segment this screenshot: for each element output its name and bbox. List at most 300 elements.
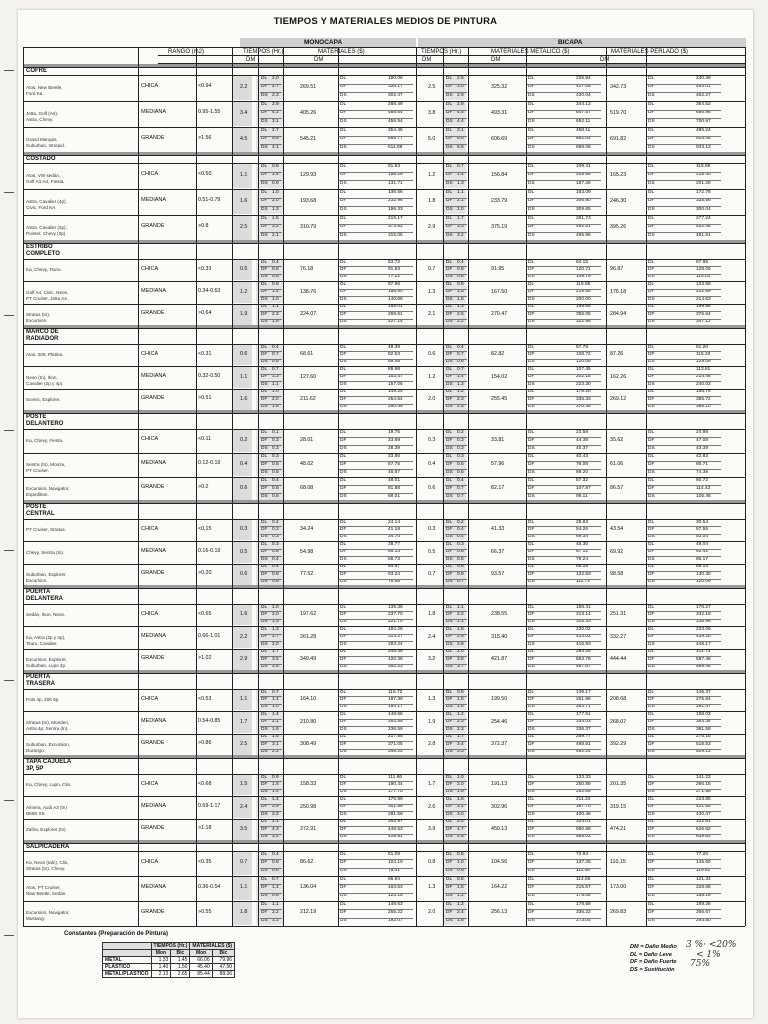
monocapa-mat-value: 184.26 [388, 626, 403, 632]
bicapa-time-code: DS [446, 868, 453, 874]
monocapa-time-code: DL [261, 75, 268, 81]
monocapa-mat-code: DS [340, 381, 347, 387]
monocapa-time-code: DF [261, 909, 268, 915]
monocapa-time-code: DS [261, 704, 268, 710]
bicapa-time-value: 1.5 [457, 704, 464, 710]
bicapa-per-value: 293.50 [696, 918, 711, 924]
page-title: TIEMPOS Y MATERIALES MEDIOS DE PINTURA [273, 16, 498, 27]
bicapa-perlado-total: 246.30 [610, 197, 627, 204]
bicapa-met-code: DF [528, 526, 535, 532]
monocapa-time-code: DS [261, 180, 268, 186]
sub-rule [260, 704, 282, 705]
monocapa-total: 158.33 [300, 781, 317, 788]
bicapa-per-code: DF [648, 634, 655, 640]
bicapa-time-code: DS [446, 789, 453, 795]
bicapa-met-value: 211.34 [576, 796, 591, 802]
bicapa-metalico-total: 450.13 [491, 826, 508, 833]
sub-rule [338, 579, 413, 580]
sub-rule [260, 579, 282, 580]
sub-rule [338, 909, 413, 910]
monocapa-time-code: DF [261, 485, 268, 491]
bicapa-per-value: 214.48 [696, 374, 711, 380]
bicapa-met-code: DF [528, 266, 535, 272]
bicapa-time-code: DF [446, 826, 453, 832]
bicapa-met-value: 370.35 [576, 404, 591, 410]
sub-rule [338, 918, 413, 919]
bicapa-met-value: 69.34 [576, 534, 589, 540]
bicapa-time-code: DS [446, 493, 453, 499]
monocapa-mat-value: 148.66 [388, 711, 403, 717]
bicapa-per-value: 92.42 [696, 549, 709, 555]
bicapa-met-code: DS [528, 834, 535, 840]
sub-rule [260, 110, 282, 111]
bicapa-per-value: 121.34 [696, 876, 711, 882]
section-name: COFRE [26, 68, 47, 74]
bicapa-time-code: DF [446, 289, 453, 295]
car-models: Astra, Cavalier (4p), Civic, Ford KA. [26, 198, 67, 210]
monocapa-time-value: 1.0 [272, 389, 279, 395]
monocapa-time-code: DS [261, 664, 268, 670]
monocapa-mat-code: DF [340, 289, 347, 295]
monocapa-time-code: DL [261, 477, 268, 483]
monocapa-header: MONOCAPA [304, 39, 343, 46]
monocapa-mat-code: DS [340, 868, 347, 874]
bicapa-dm-time: 2.6 [428, 803, 436, 810]
bicapa-metalico-total: 156.84 [491, 171, 508, 178]
monocapa-time-value: 2.9 [272, 101, 279, 107]
bicapa-met-code: DL [528, 604, 535, 610]
bicapa-time-value: 2.2 [457, 611, 464, 617]
sub-rule [646, 868, 721, 869]
sub-rule [338, 351, 413, 352]
bicapa-met-value: 492.24 [576, 749, 591, 755]
dm-header: DM [491, 57, 501, 63]
bicapa-dm-time: 1.3 [428, 288, 436, 295]
size-class: MEDIANA [141, 548, 167, 555]
bicapa-time-value: 2.5 [457, 311, 464, 317]
bicapa-per-value: 145.60 [696, 859, 711, 865]
dm-header: DM [246, 57, 256, 63]
bicapa-time-code: DL [446, 604, 453, 610]
sub-rule [338, 92, 413, 93]
car-models: Suburban, Explorer Excursion. [26, 571, 66, 583]
bicapa-metalico-total: 66.37 [491, 548, 505, 555]
monocapa-time-value: 0.4 [272, 344, 279, 350]
bicapa-met-code: DS [528, 92, 535, 98]
monocapa-mat-code: DF [340, 826, 347, 832]
bicapa-met-code: DF [528, 549, 535, 555]
bicapa-met-value: 219.88 [576, 289, 591, 295]
size-class: GRANDE [141, 655, 165, 662]
bicapa-time-value: 4.5 [457, 834, 464, 840]
monocapa-mat-value: 28.39 [388, 445, 401, 451]
bicapa-time-code: DL [446, 127, 453, 133]
monocapa-time-value: 0.7 [272, 876, 279, 882]
bicapa-per-value: 240.39 [696, 75, 711, 81]
car-models: Atos, New Beetle, Ford Ka. [26, 84, 63, 96]
bicapa-time-code: DF [446, 198, 453, 204]
monocapa-mat-code: DL [340, 189, 347, 195]
bicapa-met-code: DF [528, 224, 535, 230]
row-rule [23, 344, 745, 345]
size-class: CHICA [141, 610, 159, 617]
sub-rule [260, 118, 282, 119]
sub-rule [526, 445, 601, 446]
sub-rule [260, 909, 282, 910]
bicapa-time-code: DF [446, 781, 453, 787]
sub-rule [338, 274, 413, 275]
bicapa-per-value: 376.64 [696, 311, 711, 317]
area-range: >0.51 [198, 395, 212, 402]
bicapa-perlado-total: 176.18 [610, 288, 627, 295]
bicapa-met-code: DL [528, 851, 535, 857]
bicapa-per-code: DF [648, 224, 655, 230]
sub-rule [260, 656, 282, 657]
sub-rule [260, 311, 282, 312]
monocapa-time-value: 2.0 [272, 198, 279, 204]
monocapa-time-code: DF [261, 571, 268, 577]
bicapa-met-value: 177.51 [576, 711, 591, 717]
sub-rule [445, 359, 467, 360]
bicapa-per-code: DL [648, 75, 655, 81]
sub-rule [646, 781, 721, 782]
sub-rule [338, 359, 413, 360]
bicapa-per-code: DS [648, 704, 655, 710]
bicapa-time-code: DS [446, 534, 453, 540]
monocapa-dm-time: 2.9 [240, 656, 248, 663]
sub-rule [526, 619, 601, 620]
car-models: Excursion, Navigator, Mustang. [26, 910, 70, 922]
tiempos-header: TIEMPOS (Hr.) [243, 49, 284, 55]
monocapa-mat-value: 176.99 [388, 796, 403, 802]
legend-item: DF = Daño Fuerte [630, 959, 677, 965]
bicapa-per-value: 356.67 [696, 909, 711, 915]
bicapa-time-code: DL [446, 304, 453, 310]
sub-rule [260, 437, 282, 438]
monocapa-mat-code: DL [340, 366, 347, 372]
monocapa-time-value: 2.9 [272, 804, 279, 810]
monocapa-mat-value: 131.71 [388, 180, 403, 186]
monocapa-mat-value: 184.17 [388, 704, 403, 710]
bicapa-met-code: DL [528, 711, 535, 717]
bicapa-met-code: DS [528, 534, 535, 540]
section-top-rule [23, 155, 745, 156]
column-rule [606, 47, 607, 926]
monocapa-total: 224.07 [300, 311, 317, 318]
monocapa-time-value: 2.0 [272, 611, 279, 617]
bicapa-time-value: 1.1 [457, 189, 464, 195]
bicapa-perlado-total: 162.26 [610, 373, 627, 380]
bicapa-met-value: 122.83 [576, 571, 591, 577]
bicapa-met-value: 306.90 [576, 198, 591, 204]
area-range: >0.64 [198, 310, 212, 317]
sub-rule [445, 92, 467, 93]
bicapa-per-code: DS [648, 404, 655, 410]
sub-rule [338, 381, 413, 382]
bicapa-met-code: DS [528, 893, 535, 899]
bicapa-met-value: 344.13 [576, 101, 591, 107]
bicapa-dm-time: 2.5 [428, 83, 436, 90]
monocapa-time-code: DL [261, 901, 268, 907]
sub-rule [445, 404, 467, 405]
constants-row-label: METAL [103, 957, 152, 964]
bicapa-time-value: 4.7 [457, 826, 464, 832]
bicapa-per-code: DF [648, 266, 655, 272]
sub-rule [338, 404, 413, 405]
bicapa-per-code: DS [648, 493, 655, 499]
sub-rule [646, 224, 721, 225]
sub-rule [445, 180, 467, 181]
monocapa-total: 138.76 [300, 288, 317, 295]
bicapa-met-value: 107.87 [576, 485, 591, 491]
bicapa-perlado-total: 392.29 [610, 741, 627, 748]
sub-rule [646, 741, 721, 742]
sub-rule [338, 469, 413, 470]
sub-rule [646, 110, 721, 111]
bicapa-time-value: 3.1 [457, 804, 464, 810]
size-class: GRANDE [141, 740, 165, 747]
car-models: Atos, PT Cruiser, New Beetle, Sedán. [26, 885, 67, 897]
bicapa-time-value: 1.3 [457, 180, 464, 186]
sub-rule [526, 232, 601, 233]
monocapa-time-code: DF [261, 859, 268, 865]
bicapa-dm-time: 1.8 [428, 197, 436, 204]
bicapa-per-value: 626.82 [696, 826, 711, 832]
sub-rule [526, 493, 601, 494]
constants-table [102, 942, 235, 978]
bicapa-per-code: DF [648, 461, 655, 467]
bicapa-metalico-total: 302.96 [491, 803, 508, 810]
bicapa-per-value: 60.72 [696, 477, 709, 483]
sub-rule [260, 404, 282, 405]
monocapa-time-code: DL [261, 851, 268, 857]
constants-value: 85.44 [190, 971, 212, 978]
constants-value: 79.96 [212, 957, 234, 964]
bicapa-time-value: 0.5 [457, 851, 464, 857]
bicapa-per-value: 271.58 [696, 789, 711, 795]
sub-rule [445, 445, 467, 446]
monocapa-total: 250.98 [300, 803, 317, 810]
column-rule [338, 47, 339, 926]
monocapa-mat-code: DF [340, 909, 347, 915]
monocapa-time-code: DF [261, 549, 268, 555]
bicapa-per-code: DL [648, 366, 655, 372]
monocapa-total: 193.68 [300, 197, 317, 204]
bicapa-perlado-total: 110.15 [610, 859, 626, 866]
monocapa-mat-value: 48.39 [388, 344, 401, 350]
bicapa-met-code: DL [528, 734, 535, 740]
sub-rule [260, 918, 282, 919]
bicapa-perlado-total: 201.35 [610, 781, 627, 788]
sub-rule [260, 726, 282, 727]
monocapa-mat-value: 420.36 [388, 656, 403, 662]
monocapa-time-value: 1.0 [272, 704, 279, 710]
sub-rule [445, 549, 467, 550]
bicapa-met-value: 40.43 [576, 453, 589, 459]
bicapa-met-value: 205.88 [576, 172, 591, 178]
bicapa-per-value: 67.95 [696, 259, 709, 265]
sub-rule [646, 534, 721, 535]
bicapa-per-code: DS [648, 664, 655, 670]
bicapa-perlado-total: 269.12 [610, 396, 627, 403]
bicapa-met-value: 400.48 [576, 811, 591, 817]
monocapa-time-code: DF [261, 719, 268, 725]
sub-rule [526, 84, 601, 85]
bicapa-metalico-total: 191.13 [491, 781, 508, 788]
monocapa-dm-time: 3.5 [240, 826, 248, 833]
sub-rule [260, 619, 282, 620]
bicapa-per-value: 199.86 [696, 304, 711, 310]
monocapa-mat-code: DS [340, 232, 347, 238]
sub-rule [260, 789, 282, 790]
bicapa-met-value: 355.05 [576, 311, 591, 317]
sub-rule [646, 884, 721, 885]
bicapa-per-code: DL [648, 477, 655, 483]
sub-rule [526, 556, 601, 557]
monocapa-time-code: DL [261, 626, 268, 632]
constants-value: 1.40 [151, 964, 171, 971]
constants-value: 2.65 [171, 971, 190, 978]
monocapa-mat-code: DS [340, 359, 347, 365]
car-models: Almera, Audi A3 (tn) BMW X5. [26, 804, 67, 816]
monocapa-dm-time: 2.5 [240, 741, 248, 748]
monocapa-time-value: 4.3 [272, 826, 279, 832]
bicapa-dm-time: 1.3 [428, 884, 436, 891]
monocapa-mat-value: 253.55 [388, 719, 403, 725]
sub-rule [526, 893, 601, 894]
sub-rule [445, 396, 467, 397]
sub-rule [526, 172, 601, 173]
bicapa-per-code: DL [648, 127, 655, 133]
monocapa-time-value: 0.4 [272, 259, 279, 265]
bicapa-met-value: 108.72 [576, 351, 591, 357]
monocapa-time-code: DF [261, 84, 268, 90]
monocapa-dm-time: 0.7 [240, 859, 248, 866]
dm-header: DM [314, 57, 324, 63]
sub-rule [260, 84, 282, 85]
bicapa-time-value: 3.0 [457, 84, 464, 90]
monocapa-dm-time: 1.5 [240, 781, 248, 788]
monocapa-total: 210.80 [300, 718, 317, 725]
sub-rule [445, 110, 467, 111]
bicapa-dm-time: 0.5 [428, 548, 436, 555]
area-range: 0.66-1.01 [198, 633, 221, 640]
sub-rule [338, 206, 413, 207]
monocapa-mat-code: DS [340, 319, 347, 325]
bicapa-time-code: DL [446, 851, 453, 857]
sub-rule [526, 781, 601, 782]
bicapa-met-value: 862.04 [576, 136, 591, 142]
bicapa-met-code: DS [528, 381, 535, 387]
section-name: COSTADO [26, 156, 56, 162]
monocapa-mat-value: 237.70 [388, 611, 403, 617]
bicapa-met-value: 294.29 [576, 649, 591, 655]
sub-rule [646, 359, 721, 360]
size-class: GRANDE [141, 570, 165, 577]
sub-rule [260, 571, 282, 572]
monocapa-mat-value: 57.75 [388, 461, 401, 467]
bicapa-met-value: 109.41 [576, 163, 591, 169]
monocapa-time-value: 0.6 [272, 549, 279, 555]
bicapa-time-code: DL [446, 453, 453, 459]
monocapa-mat-value: 78.58 [388, 579, 401, 585]
monocapa-mat-code: DL [340, 281, 347, 287]
bicapa-met-code: DL [528, 389, 535, 395]
monocapa-mat-code: DF [340, 485, 347, 491]
section-top-rule [23, 503, 745, 504]
bicapa-dm-time: 1.2 [428, 373, 436, 380]
bicapa-dm-time: 0.3 [428, 526, 436, 533]
size-class: GRANDE [141, 222, 165, 229]
bicapa-met-code: DL [528, 429, 535, 435]
monocapa-time-code: DS [261, 144, 268, 150]
bicapa-met-code: DF [528, 884, 535, 890]
sub-rule [260, 289, 282, 290]
bicapa-per-value: 118.01 [696, 274, 711, 280]
sub-rule [260, 461, 282, 462]
car-models: PT Cruiser, Stratus. [26, 527, 66, 533]
bicapa-per-value: 311.73 [696, 649, 711, 655]
monocapa-mat-value: 77.22 [388, 274, 401, 280]
monocapa-mat-value: 53.72 [388, 259, 401, 265]
sub-rule [526, 319, 601, 320]
monocapa-time-code: DL [261, 796, 268, 802]
bicapa-per-value: 275.84 [696, 696, 711, 702]
monocapa-dm-time: 1.7 [240, 718, 248, 725]
bicapa-per-value: 686.98 [696, 110, 711, 116]
monocapa-mat-code: DS [340, 664, 347, 670]
bicapa-dm-time: 0.6 [428, 351, 436, 358]
sub-rule [338, 526, 413, 527]
monocapa-mat-value: 197.39 [388, 696, 403, 702]
sub-rule [646, 909, 721, 910]
bicapa-per-code: DF [648, 374, 655, 380]
binder-mark [4, 680, 14, 681]
monocapa-mat-code: DF [340, 571, 347, 577]
bicapa-per-value: 361.58 [696, 726, 711, 732]
bicapa-met-value: 492.51 [576, 224, 591, 230]
size-class: CHICA [141, 170, 159, 177]
monocapa-time-code: DS [261, 534, 268, 540]
bicapa-per-value: 300.04 [696, 206, 711, 212]
bicapa-per-code: DS [648, 381, 655, 387]
sub-rule [260, 92, 282, 93]
bicapa-met-value: 163.09 [576, 189, 591, 195]
sub-rule [445, 198, 467, 199]
sub-rule [260, 319, 282, 320]
sub-rule [526, 266, 601, 267]
bicapa-per-value: 421.85 [696, 804, 711, 810]
bicapa-met-code: DF [528, 719, 535, 725]
sub-rule [338, 634, 413, 635]
monocapa-mat-code: DS [340, 918, 347, 924]
bicapa-perlado-total: 96.87 [610, 266, 624, 273]
bicapa-met-value: 488.81 [576, 741, 591, 747]
constants-corner [103, 950, 152, 957]
sub-rule [526, 144, 601, 145]
bicapa-per-value: 462.27 [696, 92, 711, 98]
monocapa-mat-code: DL [340, 796, 347, 802]
monocapa-time-code: DF [261, 110, 268, 116]
binder-mark [4, 315, 14, 316]
bicapa-perlado-total: 342.73 [610, 83, 627, 90]
bicapa-time-value: 2.3 [457, 726, 464, 732]
tiempos-header-bicapa: TIEMPOS (Hr.) [421, 49, 462, 55]
sub-rule [260, 445, 282, 446]
monocapa-time-code: DL [261, 604, 268, 610]
section-name: ESTRIBO COMPLETO [26, 244, 60, 258]
bicapa-time-code: DF [446, 136, 453, 142]
